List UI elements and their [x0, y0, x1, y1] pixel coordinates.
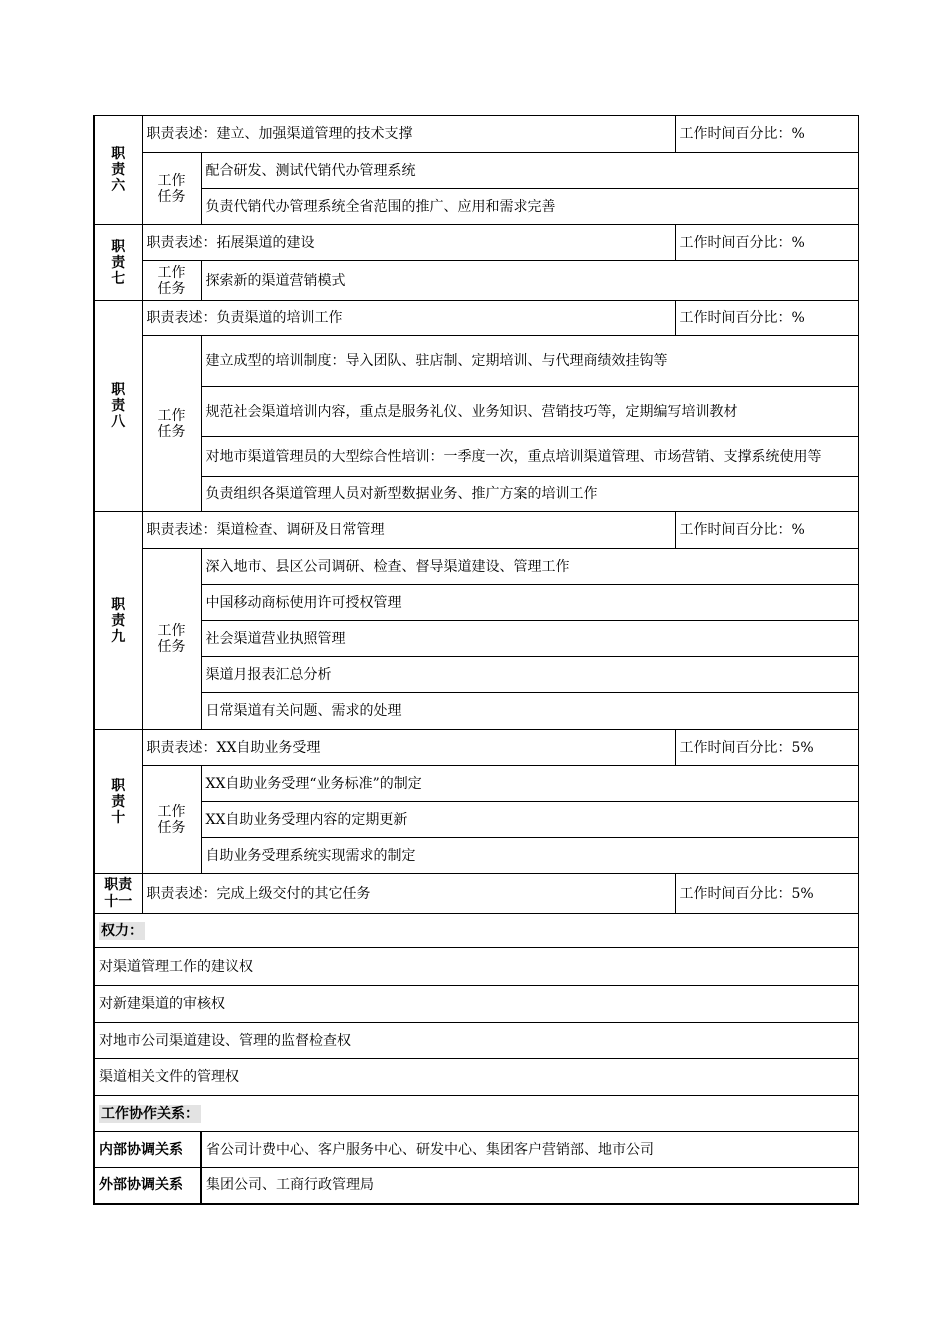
job-description-sheet — [93, 115, 857, 1205]
external-relations-label: 外部协调关系 — [94, 1168, 201, 1204]
internal-relations-value: 省公司计费中心、客户服务中心、研发中心、集团客户营销部、地市公司 — [201, 1132, 858, 1168]
duty-7-pct: 工作时间百分比：% — [675, 225, 858, 261]
duty-10-task-label: 工作 任务 — [142, 766, 201, 874]
duty-8-desc: 职责表述：负责渠道的培训工作 — [142, 301, 675, 336]
duty-10-desc: 职责表述：XX自助业务受理 — [142, 730, 675, 766]
power-item-4: 渠道相关文件的管理权 — [94, 1059, 858, 1096]
duty-7-task-1: 探索新的渠道营销模式 — [201, 261, 858, 301]
internal-relations-label: 内部协调关系 — [94, 1132, 201, 1168]
duty-6-pct: 工作时间百分比：% — [675, 116, 858, 153]
duty-8-task-2: 规范社会渠道培训内容，重点是服务礼仪、业务知识、营销技巧等，定期编写培训教材 — [201, 387, 858, 437]
powers-heading — [94, 914, 858, 948]
duty-9-desc: 职责表述：渠道检查、调研及日常管理 — [142, 512, 675, 549]
duty-9-task-3: 社会渠道营业执照管理 — [201, 621, 858, 657]
duty-9-label: 职 责 九 — [94, 512, 142, 730]
duty-8-pct: 工作时间百分比：% — [675, 301, 858, 336]
duty-6-task-label: 工作 任务 — [142, 153, 201, 225]
duty-6-task-1: 配合研发、测试代销代办管理系统 — [201, 153, 858, 189]
duty-6-label: 职 责 六 — [94, 116, 142, 225]
duty-7-label: 职 责 七 — [94, 225, 142, 301]
relations-title: 工作协作关系： — [101, 1105, 199, 1122]
duty-11-pct: 工作时间百分比：5% — [675, 874, 858, 914]
duty-6-desc-row — [94, 116, 858, 153]
duty-8-task-1: 建立成型的培训制度：导入团队、驻店制、定期培训、与代理商绩效挂钩等 — [201, 336, 858, 387]
duty-10-label: 职 责 十 — [94, 730, 142, 874]
duty-9-task-4: 渠道月报表汇总分析 — [201, 657, 858, 693]
duty-11-desc: 职责表述：完成上级交付的其它任务 — [142, 874, 675, 914]
duty-8-task-3: 对地市渠道管理员的大型综合性培训：一季度一次，重点培训渠道管理、市场营销、支撑系统使用等 — [201, 437, 858, 477]
duty-8-task-label: 工作 任务 — [142, 336, 201, 512]
duty-8-label: 职 责 八 — [94, 301, 142, 512]
duty-10-task-2: XX自助业务受理内容的定期更新 — [201, 802, 858, 838]
duty-6-desc: 职责表述：建立、加强渠道管理的技术支撑 — [142, 116, 675, 153]
external-relations-value: 集团公司、工商行政管理局 — [201, 1168, 858, 1204]
powers-title: 权力： — [101, 922, 143, 939]
duty-11-label: 职责 十一 — [94, 874, 142, 914]
duty-9-task-2: 中国移动商标使用许可授权管理 — [201, 585, 858, 621]
duty-10-pct: 工作时间百分比：5% — [675, 730, 858, 766]
duty-7-desc: 职责表述：拓展渠道的建设 — [142, 225, 675, 261]
power-item-3: 对地市公司渠道建设、管理的监督检查权 — [94, 1023, 858, 1059]
relations-heading — [94, 1096, 858, 1132]
power-item-1: 对渠道管理工作的建议权 — [94, 948, 858, 986]
duty-6-task-2: 负责代销代办管理系统全省范围的推广、应用和需求完善 — [201, 189, 858, 225]
duty-9-pct: 工作时间百分比：% — [675, 512, 858, 549]
duties-table — [93, 115, 859, 1205]
duty-7-task-label: 工作 任务 — [142, 261, 201, 301]
duty-8-task-4: 负责组织各渠道管理人员对新型数据业务、推广方案的培训工作 — [201, 477, 858, 512]
duty-10-task-3: 自助业务受理系统实现需求的制定 — [201, 838, 858, 874]
duty-10-task-1: XX自助业务受理“业务标准”的制定 — [201, 766, 858, 802]
duty-9-task-label: 工作 任务 — [142, 549, 201, 730]
power-item-2: 对新建渠道的审核权 — [94, 986, 858, 1023]
duty-9-task-5: 日常渠道有关问题、需求的处理 — [201, 693, 858, 730]
duty-9-task-1: 深入地市、县区公司调研、检查、督导渠道建设、管理工作 — [201, 549, 858, 585]
